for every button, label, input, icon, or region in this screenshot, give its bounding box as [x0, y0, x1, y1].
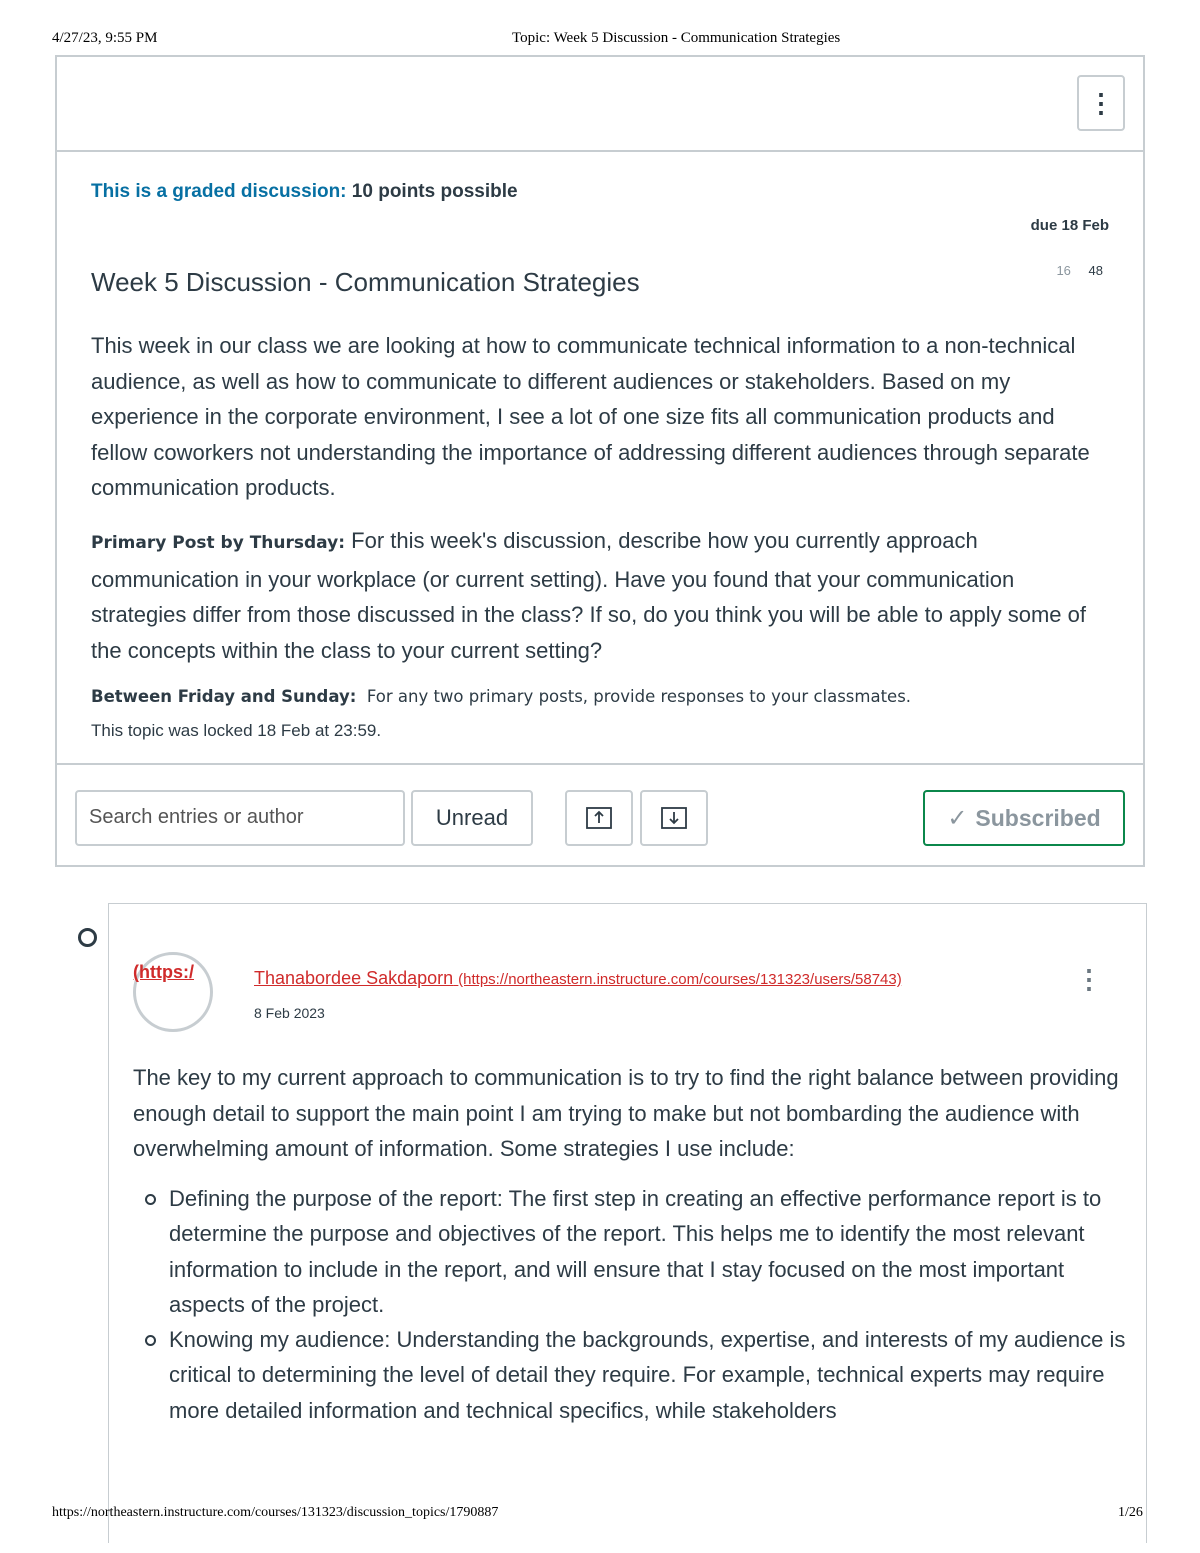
- search-input[interactable]: Search entries or author: [75, 790, 405, 846]
- points-possible: 10 points possible: [351, 181, 518, 202]
- author-name: Thanabordee Sakdaporn: [254, 968, 454, 988]
- list-item: [169, 1181, 1129, 1322]
- topic-options-button[interactable]: [1077, 75, 1125, 131]
- primary-post-label: Primary Post by Thursday: [91, 533, 339, 553]
- primary-post-text: For this week's discussion, describe how you currently approach communication in your workplace (or current setting). Have you found that your communication strategies differ from those discussed in the class? If so, do you think you will be able to apply some of the concepts within the class to your current setting?: [91, 528, 1087, 663]
- collapse-replies-button[interactable]: [565, 790, 633, 846]
- total-count: 48: [1088, 263, 1103, 278]
- primary-post-instructions: Primary Post by Thursday: For this week's discussion, describe how you currently approach communication in your workplace (or current setting). Have you found that your communication strategies differ from those discussed in the class? If so, do you think you will be able to apply some of the concepts within the class to your current setting?: [91, 528, 1087, 663]
- bullet-icon: [145, 1335, 156, 1346]
- topic-title: Week 5 Discussion - Communication Strategies: [91, 267, 640, 297]
- list-item-text: Knowing my audience: Understanding the backgrounds, expertise, and interests of my audience is critical to determining the level of detail they require. For example, technical experts may require more detailed information and technical specifics, while stakeholders: [169, 1327, 1126, 1423]
- expand-down-icon: [661, 807, 687, 829]
- response-label: Between Friday and Sunday: [91, 687, 350, 706]
- print-url: https://northeastern.instructure.com/courses/131323/discussion_topics/1790887: [52, 1505, 499, 1520]
- author-url: (https://northeastern.instructure.com/courses/131323/users/58743): [458, 971, 902, 988]
- subscribed-button[interactable]: [923, 790, 1125, 846]
- expand-replies-button[interactable]: [640, 790, 708, 846]
- unread-indicator-icon: [78, 928, 97, 947]
- response-text: For any two primary posts, provide responses to your classmates.: [366, 687, 912, 706]
- entry-bullet-list: [169, 1181, 1129, 1428]
- author-link[interactable]: [254, 968, 902, 989]
- bullet-icon: [145, 1194, 156, 1205]
- reply-counts: [1056, 263, 1103, 278]
- topic-intro: This week in our class we are looking at how to communicate technical information to a non-technical audience, as well as how to communicate to different audiences or stakeholders. Based on my experience in the corporate environment, I see a lot of one size fits all communication products and fellow coworkers not understanding the importance of addressing different audiences through separate communication products.: [91, 333, 1090, 500]
- entry-date: 8 Feb 2023: [254, 1005, 325, 1021]
- print-datetime: 4/27/23, 9:55 PM: [52, 30, 158, 46]
- list-item: [169, 1322, 1129, 1428]
- unread-count: 16: [1056, 263, 1071, 278]
- subscribed-label: Subscribed: [975, 804, 1101, 831]
- discussion-entry: [108, 903, 1147, 1543]
- graded-label: This is a graded discussion:: [91, 181, 347, 202]
- avatar-link[interactable]: (https:/: [133, 962, 194, 982]
- locked-notice: This topic was locked 18 Feb at 23:59.: [91, 721, 382, 740]
- list-item-text: Defining the purpose of the report: The first step in creating an effective performance report is to determine the purpose and objectives of the report. This helps me to identify the most relevant information to include in the report, and will ensure that I stay focused on the most important aspects of the project.: [169, 1186, 1102, 1317]
- divider: [57, 150, 1143, 152]
- discussion-topic-panel: [55, 55, 1145, 867]
- unread-filter-button[interactable]: Unread: [411, 790, 533, 846]
- graded-notice: [91, 181, 518, 203]
- print-title: Topic: Week 5 Discussion - Communication Strategies: [512, 30, 841, 46]
- entry-body: The key to my current approach to communication is to try to find the right balance between providing enough detail to support the main point I am trying to make but not bombarding the audience with overwhelming amount of information. Some strategies I use include:: [133, 1065, 1119, 1161]
- check-icon: ✓: [947, 804, 968, 832]
- print-page-number: 1/26: [1118, 1505, 1143, 1520]
- more-options-icon: ⋮: [1088, 87, 1114, 118]
- response-instructions: Between Friday and Sunday: For any two primary posts, provide responses to your classmates.: [91, 687, 912, 706]
- divider: [57, 763, 1143, 765]
- due-date: due 18 Feb: [1030, 217, 1109, 234]
- expand-up-icon: [586, 807, 612, 829]
- entry-options-icon[interactable]: ⋮: [1076, 964, 1102, 994]
